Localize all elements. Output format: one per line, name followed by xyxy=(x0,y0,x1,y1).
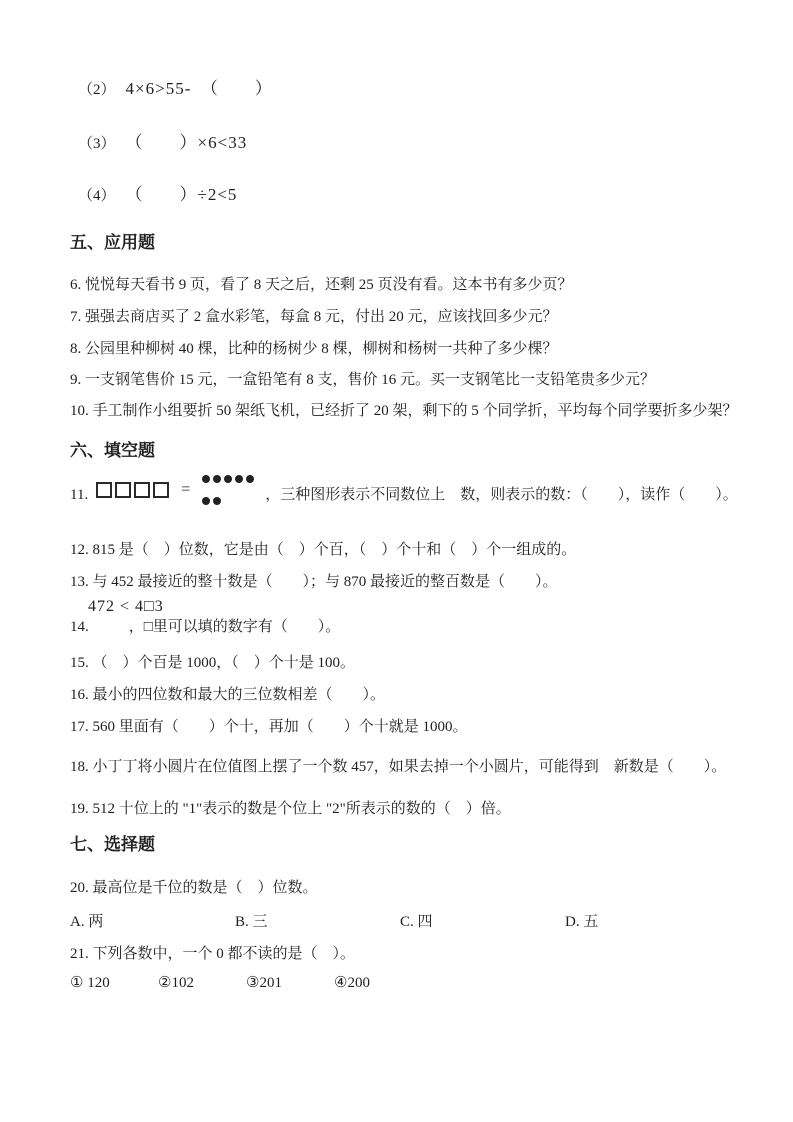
question-4-label: （4） xyxy=(78,188,116,204)
square-shape-icon xyxy=(96,482,112,498)
squares-row xyxy=(96,482,172,498)
option-c: C. 四 xyxy=(400,914,433,930)
question-21-line: 21. 下列各数中，一个 0 都不读的是（ ）。 xyxy=(70,946,356,962)
question-4-line xyxy=(70,184,753,207)
circle-dot-icon xyxy=(202,497,210,505)
section-fill-blank-heading: 六、填空题 xyxy=(70,441,155,460)
question-20-options xyxy=(70,912,753,932)
option-4: ④200 xyxy=(334,975,370,991)
circle-dot-icon xyxy=(202,475,210,483)
question-21-options xyxy=(70,973,753,993)
top-circles-row xyxy=(202,475,257,483)
square-shape-icon xyxy=(153,482,169,498)
circle-stack xyxy=(202,475,257,505)
question-16-line: 16. 最小的四位数和最大的三位数相差（ ）。 xyxy=(70,687,386,703)
question-11-number: 11. xyxy=(70,487,89,503)
question-8-line: 8. 公园里种柳树 40 棵，比种的杨树少 8 棵，柳树和杨树一共种了多少棵？ xyxy=(70,341,558,357)
question-10-line: 10. 手工制作小组要折 50 架纸飞机，已经折了 20 架，剩下的 5 个同学折，平均每个同学要折多少架？ xyxy=(70,403,738,419)
option-2: ②102 xyxy=(158,975,194,991)
question-3-line xyxy=(70,132,753,155)
option-d: D. 五 xyxy=(565,914,599,930)
question-18-line: 18. 小丁丁将小圆片在位值图上摆了一个数 457，如果去掉一个小圆片，可能得到 新数是（ ）。 xyxy=(70,759,727,775)
question-3-expression: （ ）×6<33 xyxy=(125,133,248,152)
question-12-line: 12. 815 是（ ）位数，它是由（ ）个百，（ ）个十和（ ）个一组成的。 xyxy=(70,542,577,558)
circle-dot-icon xyxy=(235,475,243,483)
circle-dot-icon xyxy=(213,497,221,505)
circle-dot-icon xyxy=(224,475,232,483)
question-13-line: 13. 与 452 最接近的整十数是（ ）；与 870 最接近的整百数是（ ）。 xyxy=(70,574,558,590)
section-choice-heading: 七、选择题 xyxy=(70,835,155,854)
question-3-label: （3） xyxy=(78,136,116,152)
question-2-expression: 4×6>55- （ ） xyxy=(125,79,273,98)
question-11-text: ，三种图形表示不同数位上 数，则表示的数：（ ），读作（ ）。 xyxy=(265,487,738,503)
question-6-line: 6. 悦悦每天看书 9 页，看了 8 天之后，还剩 25 页没有看。这本书有多少页？ xyxy=(70,277,573,293)
question-2-line xyxy=(70,78,753,101)
question-11-line xyxy=(70,475,753,505)
question-2-label: （2） xyxy=(78,82,116,98)
question-7-line: 7. 强强去商店买了 2 盒水彩笔，每盒 8 元，付出 20 元，应该找回多少元？ xyxy=(70,309,558,325)
question-4-expression: （ ）÷2<5 xyxy=(125,185,238,204)
question-15-line: 15. （ ）个百是 1000，（ ）个十是 100。 xyxy=(70,655,356,671)
question-14-text: ，□里可以填的数字有（ ）。 xyxy=(128,619,341,635)
circle-dot-icon xyxy=(246,475,254,483)
question-9-line: 9. 一支钢笔售价 15 元，一盒铅笔有 8 支，售价 16 元。买一支钢笔比一支铅笔贵多少元？ xyxy=(70,372,656,388)
question-11-figure xyxy=(96,475,257,505)
question-20-line: 20. 最高位是千位的数是（ ）位数。 xyxy=(70,880,318,896)
circle-dot-icon xyxy=(213,475,221,483)
question-14-line xyxy=(70,617,753,637)
option-a: A. 两 xyxy=(70,914,104,930)
question-14-block xyxy=(70,597,753,637)
square-shape-icon xyxy=(115,482,131,498)
question-19-line: 19. 512 十位上的 "1"表示的数是个位上 "2"所表示的数的（ ）倍。 xyxy=(70,801,511,817)
option-b: B. 三 xyxy=(235,914,268,930)
square-shape-icon xyxy=(134,482,150,498)
bottom-circles-row xyxy=(202,497,257,505)
option-1: ① 120 xyxy=(70,975,110,991)
option-3: ③201 xyxy=(246,975,282,991)
question-14-number: 14. xyxy=(70,619,89,635)
equals-sign: = xyxy=(181,481,191,498)
section-application-heading: 五、应用题 xyxy=(70,233,155,252)
question-14-formula: 472 < 4□3 xyxy=(88,598,164,615)
question-17-line: 17. 560 里面有（ ）个十，再加（ ）个十就是 1000。 xyxy=(70,719,468,735)
